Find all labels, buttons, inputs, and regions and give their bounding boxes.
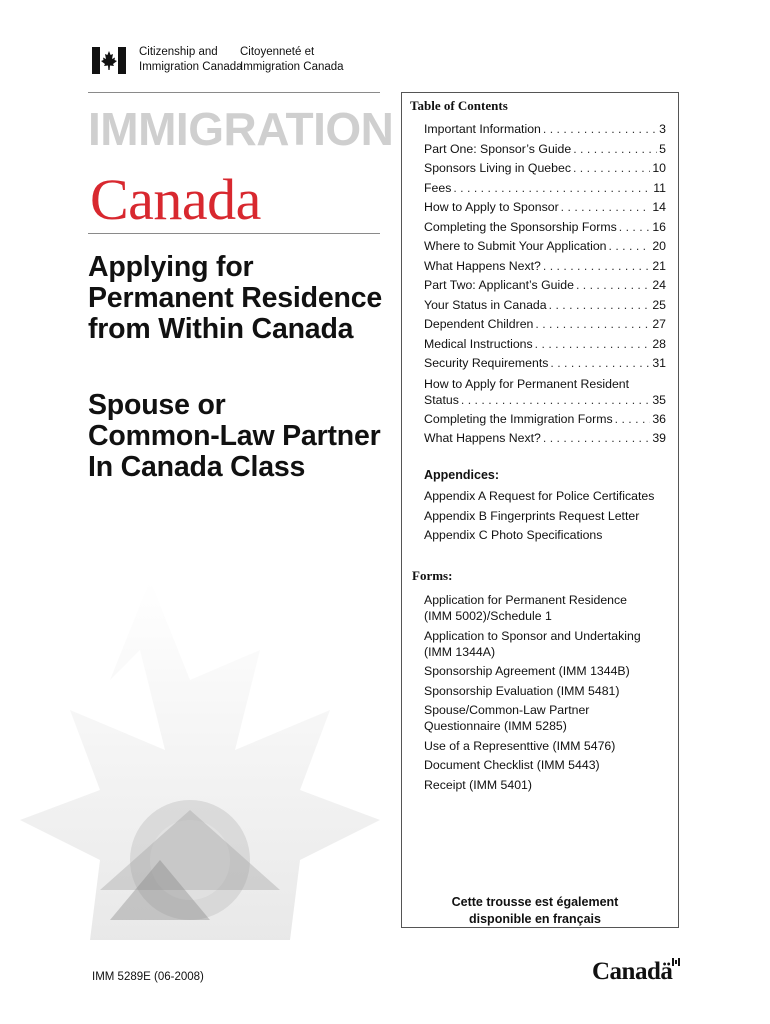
toc-entry[interactable]: [424, 218, 666, 238]
divider: [88, 92, 380, 93]
toc-entry[interactable]: [424, 179, 666, 199]
document-subtitle: [88, 390, 381, 483]
toc-entry-page: 39: [652, 431, 666, 445]
toc-entry-title: Status: [424, 392, 459, 407]
canada-flag-icon: [92, 47, 126, 74]
form-item-line: Application to Sponsor and Undertaking: [424, 628, 641, 643]
toc-entry-page: 3: [659, 122, 666, 136]
department-name-french: [240, 45, 344, 75]
form-item-line: Questionnaire (IMM 5285): [424, 719, 567, 733]
form-item-line: Sponsorship Evaluation (IMM 5481): [424, 683, 620, 698]
subtitle-line: In Canada Class: [88, 451, 306, 483]
toc-entry[interactable]: [424, 354, 666, 374]
toc-entry-page: 36: [652, 411, 666, 426]
toc-entry-title: What Happens Next?: [424, 431, 541, 445]
appendices-heading: Appendices:: [424, 468, 500, 482]
form-item[interactable]: [424, 777, 672, 793]
form-item[interactable]: [424, 592, 672, 624]
toc-entry-title: Important Information: [424, 122, 541, 136]
toc-entry-page: 20: [652, 239, 666, 253]
toc-entry-title: Fees: [424, 180, 452, 195]
toc-entry-page: 14: [652, 200, 666, 214]
form-item-line: Use of a Representtive (IMM 5476): [424, 738, 616, 753]
toc-entry-page: 25: [652, 297, 666, 312]
toc-entry-page: 10: [652, 161, 666, 175]
toc-entry[interactable]: [424, 315, 666, 335]
toc-entry-title: Part One: Sponsor’s Guide: [424, 141, 572, 156]
toc-entry[interactable]: [424, 159, 666, 179]
form-item-line: Receipt (IMM 5401): [424, 777, 532, 792]
form-item[interactable]: [424, 757, 672, 773]
appendix-item[interactable]: Appendix C Photo Specifications: [424, 528, 603, 542]
form-item[interactable]: [424, 702, 672, 734]
toc-entry-page: 11: [653, 180, 666, 195]
toc-entry[interactable]: [424, 120, 666, 140]
form-item-line: (IMM 1344A): [424, 644, 496, 659]
banner-canada: Canada: [90, 167, 261, 232]
dept-en-line1: Citizenship and: [139, 46, 218, 58]
toc-entry-page: 5: [659, 141, 666, 156]
canada-wordmark: Canadä: [592, 958, 673, 985]
toc-entry-title: How to Apply to Sponsor: [424, 200, 559, 214]
appendix-item[interactable]: Appendix A Request for Police Certificates: [424, 489, 655, 503]
maple-leaf-compass-illustration: [0, 560, 400, 940]
toc-entry-title: Part Two: Applicant’s Guide: [424, 278, 574, 292]
wordmark-flag-icon: [672, 958, 680, 966]
toc-entry[interactable]: [424, 237, 666, 257]
document-title: [88, 252, 382, 345]
toc-entry-title: Security Requirements: [424, 356, 549, 370]
appendices-list: [424, 488, 672, 547]
dept-fr-line2: Immigration Canada: [240, 61, 344, 73]
toc-entry[interactable]: [424, 140, 666, 160]
french-note-line: Cette trousse est également: [451, 895, 619, 909]
form-item-line: Document Checklist (IMM 5443): [424, 758, 600, 772]
toc-entry-page: 24: [652, 278, 666, 292]
form-item[interactable]: [424, 628, 672, 660]
banner-immigration: IMMIGRATION: [88, 103, 394, 155]
toc-entry[interactable]: [424, 257, 666, 277]
divider: [88, 233, 380, 234]
forms-list: [424, 592, 672, 796]
toc-heading: Table of Contents: [410, 98, 508, 113]
toc-entry[interactable]: [424, 296, 666, 316]
toc-entry-page: 35: [652, 392, 666, 407]
toc-entry-page: 31: [652, 356, 666, 370]
toc-entry-page: 16: [652, 219, 666, 234]
french-availability-note: [420, 894, 650, 928]
toc-entry-page: 28: [652, 336, 666, 351]
form-item[interactable]: [424, 683, 672, 699]
toc-entry-title: Your Status in Canada: [424, 297, 547, 312]
form-item-line: Sponsorship Agreement (IMM 1344B): [424, 664, 630, 678]
form-code: IMM 5289E (06-2008): [92, 971, 204, 983]
form-item-line: Application for Permanent Residence: [424, 593, 628, 607]
toc-entry-title: Dependent Children: [424, 317, 534, 331]
form-item[interactable]: [424, 738, 672, 754]
form-item[interactable]: [424, 663, 672, 679]
appendix-item[interactable]: Appendix B Fingerprints Request Letter: [424, 508, 640, 523]
toc-entry[interactable]: [424, 429, 666, 449]
subtitle-line: Common-Law Partner: [88, 420, 381, 452]
title-line: Applying for: [88, 251, 254, 283]
subtitle-line: Spouse or: [88, 389, 226, 421]
form-item-line: (IMM 5002)/Schedule 1: [424, 609, 552, 623]
title-line: Permanent Residence: [88, 282, 382, 314]
toc-entry[interactable]: [424, 410, 666, 430]
toc-entry-title: Sponsors Living in Quebec: [424, 161, 571, 175]
department-name-english: [139, 45, 243, 75]
french-note-line: disponible en français: [469, 912, 601, 926]
toc-entry-title: Where to Submit Your Application: [424, 239, 607, 253]
toc-entry-title: How to Apply for Permanent Resident: [424, 376, 630, 391]
dept-en-line2: Immigration Canada: [139, 61, 243, 73]
toc-entry-page: 27: [652, 317, 666, 331]
toc-entry-title: Completing the Immigration Forms: [424, 411, 613, 426]
toc-entry-title: Medical Instructions: [424, 336, 533, 351]
toc-entry-title: Completing the Sponsorship Forms: [424, 219, 617, 234]
toc-entry[interactable]: [424, 276, 666, 296]
toc-entry-title: What Happens Next?: [424, 258, 541, 273]
toc-list: [424, 120, 666, 449]
form-item-line: Spouse/Common-Law Partner: [424, 703, 590, 717]
toc-entry[interactable]: [424, 376, 666, 408]
dept-fr-line1: Citoyenneté et: [240, 46, 315, 58]
forms-heading: Forms:: [412, 568, 453, 583]
title-line: from Within Canada: [88, 313, 354, 345]
toc-entry-page: 21: [652, 258, 666, 273]
toc-entry[interactable]: [424, 198, 666, 218]
toc-entry[interactable]: [424, 335, 666, 355]
